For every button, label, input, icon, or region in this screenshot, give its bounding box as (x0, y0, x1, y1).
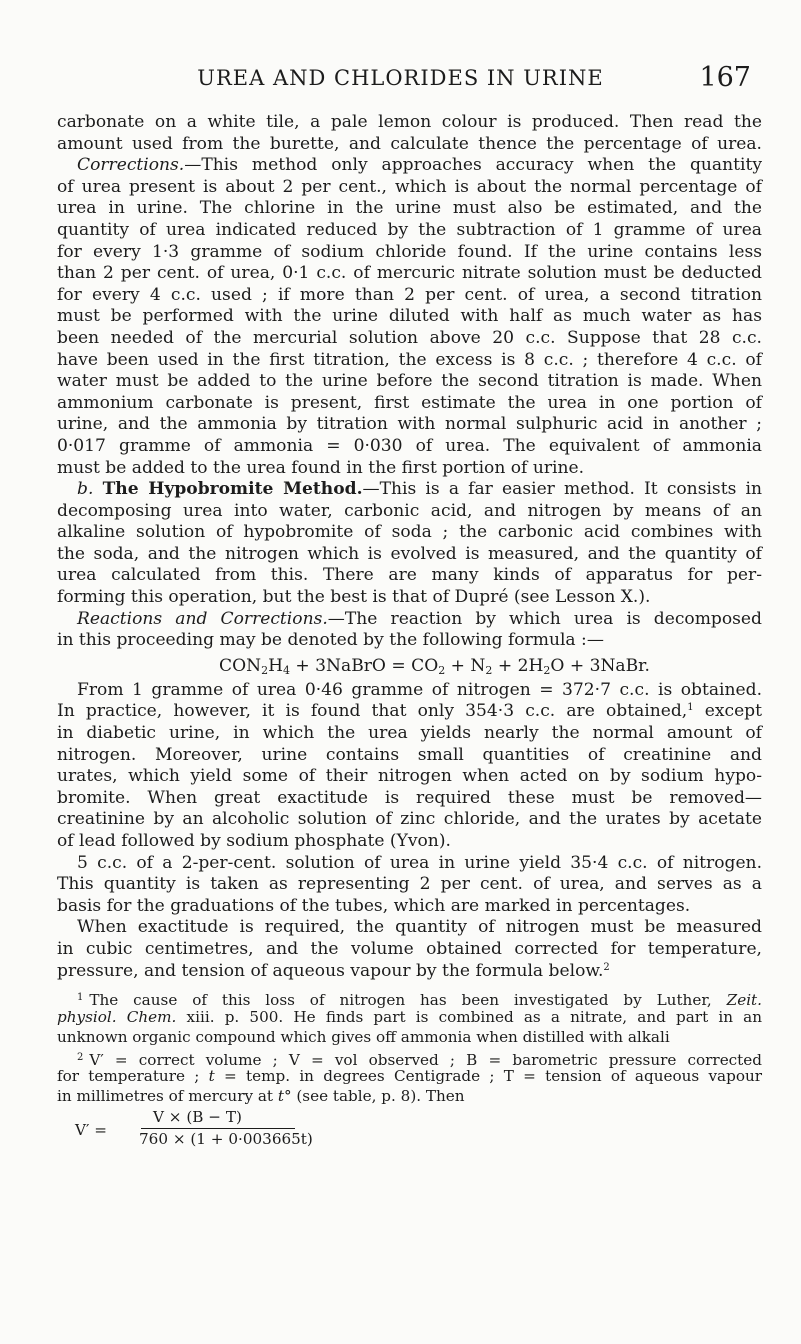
text-line: ammonium carbonate is present, first estimate the urea in one portion of (57, 392, 762, 413)
formula-part: CON (219, 655, 262, 676)
formula-part: H (268, 655, 283, 676)
text-line: been needed of the mercurial solution above 20 c.c. Suppose that 28 c.c. (57, 327, 762, 348)
formula-part: O + 3NaBr. (550, 655, 650, 676)
text-line: have been used in the first titration, the excess is 8 c.c. ; therefore 4 c.c. of (57, 349, 762, 370)
paragraph-reactions (57, 609, 762, 631)
formula-part: + N (445, 655, 486, 676)
text-span: t (208, 1067, 215, 1086)
paragraph-hypobromite (57, 479, 762, 501)
footnote-2 (57, 1048, 762, 1068)
formula-subscript: 2 (543, 663, 551, 677)
text-line: for every 4 c.c. used ; if more than 2 per cent. of urea, a second titration (57, 284, 762, 305)
text-span: pressure, and tension of aqueous vapour by the formula below. (57, 960, 604, 981)
text-line: urine, and the ammonia by titration with normal sulphuric acid in another ; (57, 414, 762, 435)
text-line: forming this operation, but the best is that of Dupré (see Lesson X.). (57, 587, 651, 608)
paragraph-corrections (57, 155, 762, 177)
text-line: amount used from the burette, and calculate thence the percentage of urea. (57, 133, 762, 154)
text-line: in diabetic urine, in which the urea yields nearly the normal amount of (57, 723, 762, 744)
text-line (57, 1087, 762, 1107)
footnote-ref: 2 (603, 961, 610, 973)
text-span: = temp. in degrees Centigrade ; T = tension of aqueous vapour (214, 1067, 762, 1086)
text-span: The cause of this loss of nitrogen has been investigated by Luther, (89, 991, 727, 1010)
text-line (57, 961, 762, 983)
text-line: 5 c.c. of a 2-per-cent. solution of urea in urine yield 35·4 c.c. of nitrogen. (77, 852, 762, 873)
text-span: —This method only approaches accuracy when the quantity (184, 155, 762, 176)
text-line: urea calculated from this. There are many kinds of apparatus for per- (57, 565, 762, 586)
page-number: 167 (699, 62, 751, 93)
page-header (0, 62, 801, 100)
text-span: Zeit. (726, 991, 762, 1010)
footnote-ref: 1 (687, 702, 694, 714)
text-span: in millimetres of mercury at (57, 1087, 278, 1106)
text-span: In practice, however, it is found that only 354·3 c.c. are obtained, (57, 701, 688, 722)
section-heading-corrections: Corrections. (77, 155, 185, 176)
footnote-number: 2 (77, 1051, 84, 1063)
text-span: ° (see table, p. 8). Then (283, 1087, 465, 1106)
text-span: —This is a far easier method. It consists in (362, 479, 762, 500)
text-line: When exactitude is required, the quantity of nitrogen must be measured (77, 917, 762, 938)
text-span: except (693, 701, 762, 722)
text-line: for every 1·3 gramme of sodium chloride found. If the urine contains less (57, 241, 762, 262)
text-line: must be performed with the urine diluted with half as much water as has (57, 306, 762, 327)
text-line: in this proceeding may be denoted by the following formula :— (57, 630, 604, 651)
footnote-1 (57, 988, 762, 1008)
text-span: xiii. p. 500. He finds part is combined as a nitrate, and part in an (176, 1007, 763, 1026)
volume-formula (57, 1109, 762, 1153)
footnotes (57, 988, 762, 1153)
text-span: V′ = correct volume ; V = vol observed ; B = barometric pressure corrected (89, 1050, 762, 1069)
formula-denominator: 760 × (1 + 0·003665t) (139, 1129, 313, 1148)
text-line: alkaline solution of hypobromite of soda ; the carbonic acid combines with (57, 522, 762, 543)
text-line: From 1 gramme of urea 0·46 gramme of nitrogen = 372·7 c.c. is obtained. (77, 679, 762, 700)
footnote-number: 1 (77, 992, 84, 1004)
page-body (57, 112, 762, 1153)
chemical-formula (57, 654, 762, 680)
formula-numerator: V × (B − T) (153, 1107, 242, 1126)
text-line (57, 1008, 762, 1028)
text-line: of urea present is about 2 per cent., which is about the normal percentage of (57, 176, 762, 197)
text-line: water must be added to the urine before the second titration is made. When (57, 371, 762, 392)
formula-lhs: V′ = (75, 1120, 107, 1139)
formula-part: + 2H (492, 655, 544, 676)
text-line: the soda, and the nitrogen which is evolved is measured, and the quantity of (57, 543, 762, 564)
text-line: bromite. When great exactitude is required these must be removed— (57, 787, 762, 808)
text-line: decomposing urea into water, carbonic acid, and nitrogen by means of an (57, 500, 762, 521)
text-span: for temperature ; (57, 1067, 209, 1086)
text-line (57, 701, 762, 723)
text-line: basis for the graduations of the tubes, which are marked in percentages. (57, 895, 691, 916)
text-line: in cubic centimetres, and the volume obtained corrected for temperature, (57, 938, 762, 959)
text-line: urates, which yield some of their nitrogen when acted on by sodium hypo- (57, 766, 762, 787)
section-heading-reactions: Reactions and Corrections. (77, 608, 328, 629)
formula-subscript: 2 (485, 663, 493, 677)
text-line: carbonate on a white tile, a pale lemon colour is produced. Then read the (57, 112, 762, 132)
text-line: quantity of urea indicated reduced by the subtraction of 1 gramme of urea (57, 219, 762, 240)
text-line: unknown organic compound which gives off ammonia when distilled with alkali (57, 1027, 670, 1046)
running-title: UREA AND CHLORIDES IN URINE (197, 66, 604, 90)
text-span: physiol. Chem. (57, 1007, 177, 1026)
text-line: must be added to the urea found in the first portion of urine. (57, 457, 585, 478)
text-line: This quantity is taken as representing 2 per cent. of urea, and serves as a (57, 874, 762, 895)
text-line: nitrogen. Moreover, urine contains small quantities of creatinine and (57, 744, 762, 765)
formula-part: + 3NaBrO = CO (289, 655, 439, 676)
text-line: 0·017 gramme of ammonia = 0·030 of urea. The equivalent of ammonia (57, 435, 762, 456)
text-line: of lead followed by sodium phosphate (Yvon). (57, 831, 451, 851)
fraction-bar (141, 1128, 295, 1129)
text-line (57, 1067, 762, 1087)
section-heading-hypobromite: The Hypobromite Method. (102, 479, 363, 500)
text-line: creatinine by an alcoholic solution of zinc chloride, and the urates by acetate (57, 809, 762, 830)
formula-subscript: 4 (282, 663, 290, 677)
text-line: than 2 per cent. of urea, 0·1 c.c. of mercuric nitrate solution must be deducted (57, 263, 762, 284)
section-letter: b. (77, 479, 94, 500)
text-span: —The reaction by which urea is decomposed (327, 608, 762, 629)
text-line: urea in urine. The chlorine in the urine must also be estimated, and the (57, 198, 762, 219)
formula-subscript: 2 (261, 663, 269, 677)
text-span: t (277, 1087, 284, 1106)
formula-subscript: 2 (438, 663, 446, 677)
